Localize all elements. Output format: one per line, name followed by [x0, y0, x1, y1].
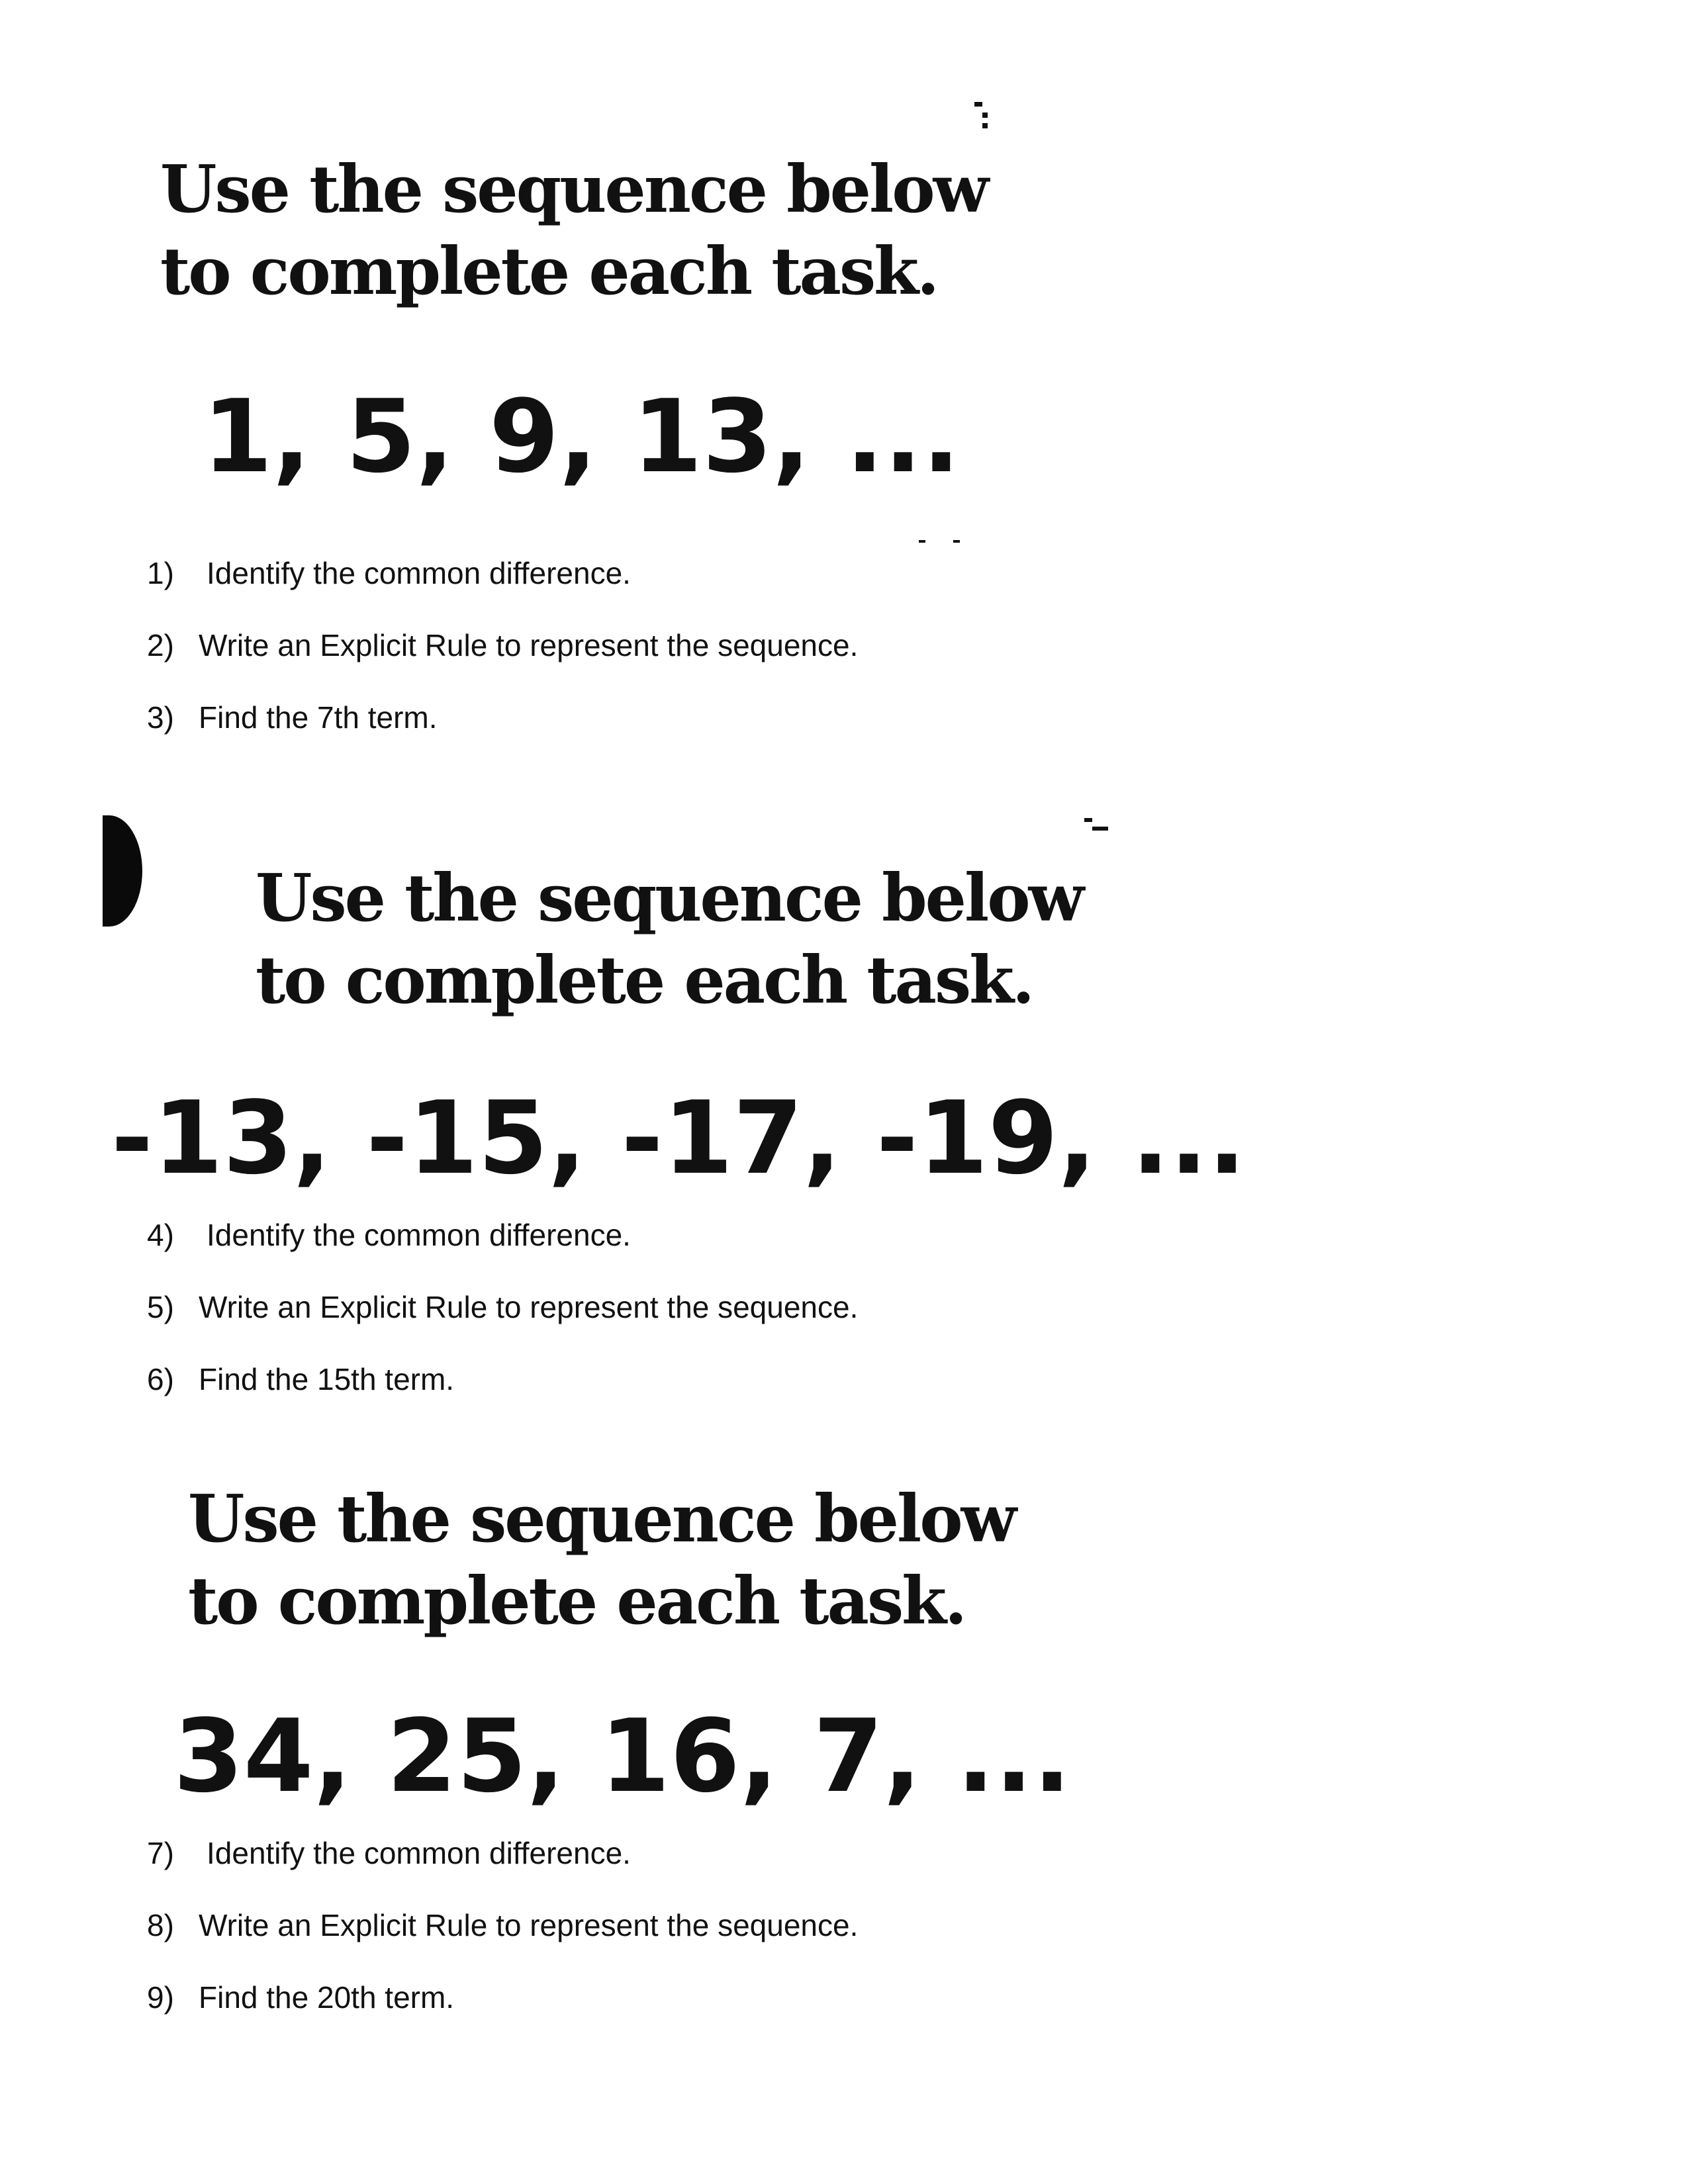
heading-line: to complete each task. [160, 234, 938, 310]
scan-speck [982, 113, 988, 118]
task-text: Identify the common difference. [207, 1218, 631, 1252]
task-text: Find the 15th term. [199, 1362, 455, 1396]
task-text: Find the 20th term. [199, 1980, 455, 2015]
task-item [147, 1361, 454, 1398]
task-text: Write an Explicit Rule to represent the sequence. [199, 1290, 859, 1324]
scan-speck [1084, 818, 1092, 822]
heading-line: Use the sequence below [256, 860, 1082, 936]
scan-speck [1092, 827, 1108, 831]
task-number: 3) [147, 700, 174, 735]
task-item [147, 1907, 858, 1944]
heading-line: Use the sequence below [160, 152, 987, 228]
task-text: Identify the common difference. [207, 1836, 631, 1870]
task-number: 9) [147, 1980, 174, 2015]
task-item [147, 627, 858, 664]
task-item [147, 699, 438, 736]
section-3-sequence: 34, 25, 16, 7, ... [173, 1698, 1072, 1815]
scan-speck [982, 123, 988, 128]
scan-speck [919, 540, 925, 543]
scan-speck [953, 540, 960, 543]
task-text: Write an Explicit Rule to represent the sequence. [199, 628, 859, 662]
task-item [147, 1216, 631, 1253]
heading-line: to complete each task. [256, 942, 1033, 1019]
task-number: 2) [147, 628, 174, 662]
task-number: 4) [147, 1218, 174, 1252]
task-item [147, 1835, 631, 1872]
task-item [147, 1289, 858, 1326]
task-text: Identify the common difference. [207, 556, 631, 590]
task-item [147, 555, 631, 592]
section-3-heading [188, 1479, 1015, 1643]
task-number: 7) [147, 1836, 174, 1870]
task-number: 8) [147, 1908, 174, 1942]
task-item [147, 1979, 454, 2016]
heading-line: to complete each task. [188, 1563, 966, 1639]
section-1-sequence: 1, 5, 9, 13, ... [203, 378, 961, 495]
task-text: Write an Explicit Rule to represent the sequence. [199, 1908, 859, 1942]
task-text: Find the 7th term. [199, 700, 438, 735]
task-number: 5) [147, 1290, 174, 1324]
scan-speck [974, 102, 982, 107]
task-number: 1) [147, 556, 174, 590]
section-2-heading [256, 858, 1082, 1022]
heading-line: Use the sequence below [188, 1481, 1015, 1557]
task-number: 6) [147, 1362, 174, 1396]
section-1-heading [160, 149, 987, 313]
section-2-sequence: -13, -15, -17, -19, ... [111, 1079, 1246, 1197]
scan-mark [103, 815, 142, 927]
